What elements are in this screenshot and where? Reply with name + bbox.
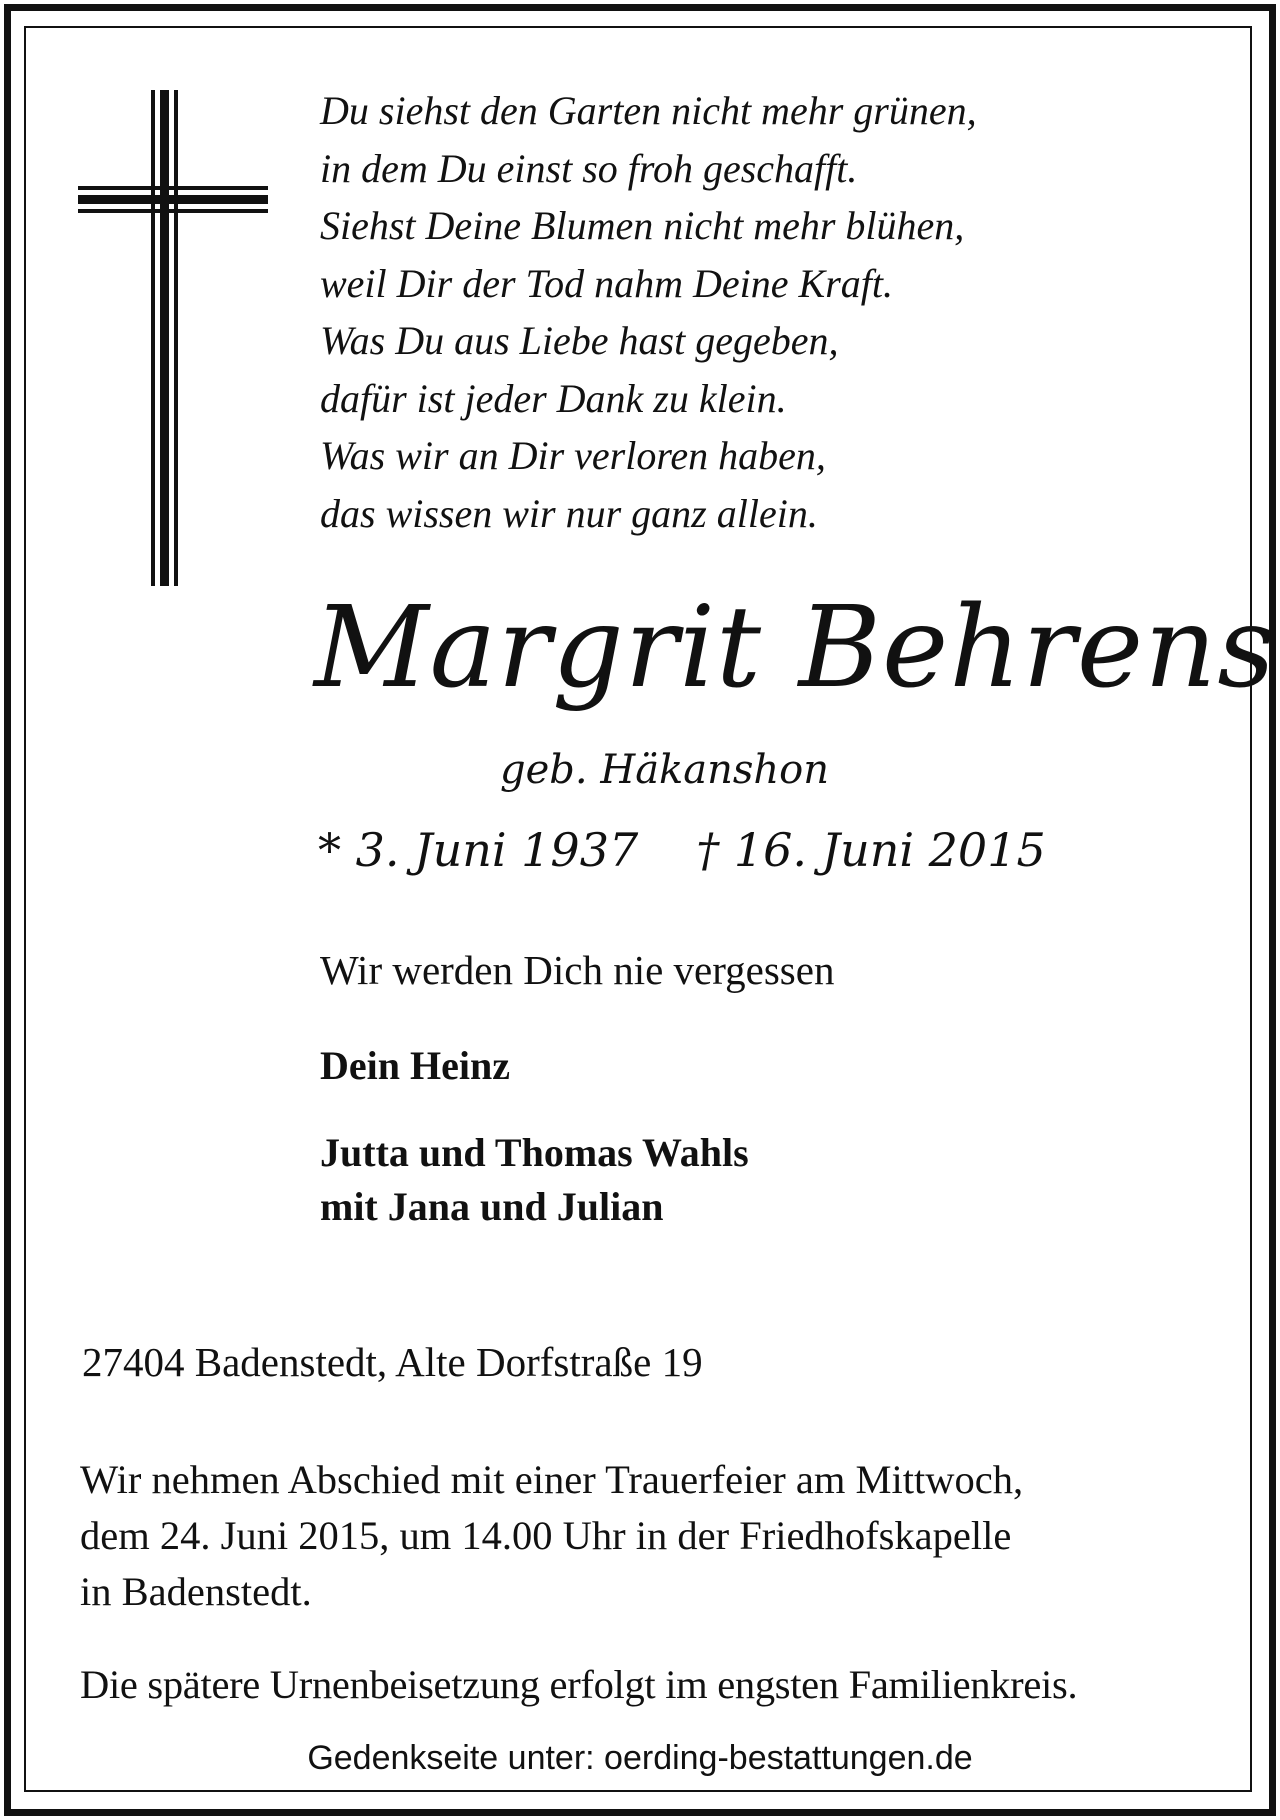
poem (320, 82, 1200, 542)
poem-line: Du siehst den Garten nicht mehr grünen, (320, 88, 977, 133)
ceremony-line: in Badenstedt. (80, 1569, 312, 1614)
signer-family (320, 1126, 749, 1234)
poem-line: Siehst Deine Blumen nicht mehr blühen, (320, 203, 965, 248)
life-dates (318, 818, 1046, 882)
address: 27404 Badenstedt, Alte Dorfstraße 19 (82, 1339, 703, 1385)
signer-primary: Dein Heinz (320, 1043, 510, 1088)
death-date: † 16. Juni 2015 (696, 823, 1046, 877)
poem-line: Was wir an Dir verloren haben, (320, 433, 826, 478)
signer-line: Jutta und Thomas Wahls (320, 1130, 749, 1175)
farewell-line: Wir werden Dich nie vergessen (320, 947, 835, 993)
poem-line: dafür ist jeder Dank zu klein. (320, 375, 787, 421)
poem-line: in dem Du einst so froh geschafft. (320, 145, 858, 191)
ceremony-line: dem 24. Juni 2015, um 14.00 Uhr in der Friedhofskapelle (80, 1513, 1012, 1558)
poem-line: das wissen wir nur ganz allein. (320, 490, 818, 536)
poem-line: Was Du aus Liebe hast gegeben, (320, 318, 839, 363)
poem-line: weil Dir der Tod nahm Deine Kraft. (320, 260, 893, 306)
birth-date: * 3. Juni 1937 (318, 823, 639, 877)
memorial-page-link[interactable]: Gedenkseite unter: oerding-bestattungen.de (307, 1739, 973, 1777)
christian-cross-icon (78, 90, 268, 586)
signer-line: mit Jana und Julian (320, 1184, 664, 1229)
ceremony-line: Wir nehmen Abschied mit einer Trauerfeier am Mittwoch, (80, 1457, 1024, 1502)
maiden-name: geb. Häkanshon (500, 747, 830, 793)
ceremony-info (80, 1452, 1023, 1620)
deceased-name: Margrit Behrens (314, 583, 1276, 713)
urn-note: Die spätere Urnenbeisetzung erfolgt im engsten Familienkreis. (80, 1662, 1078, 1707)
